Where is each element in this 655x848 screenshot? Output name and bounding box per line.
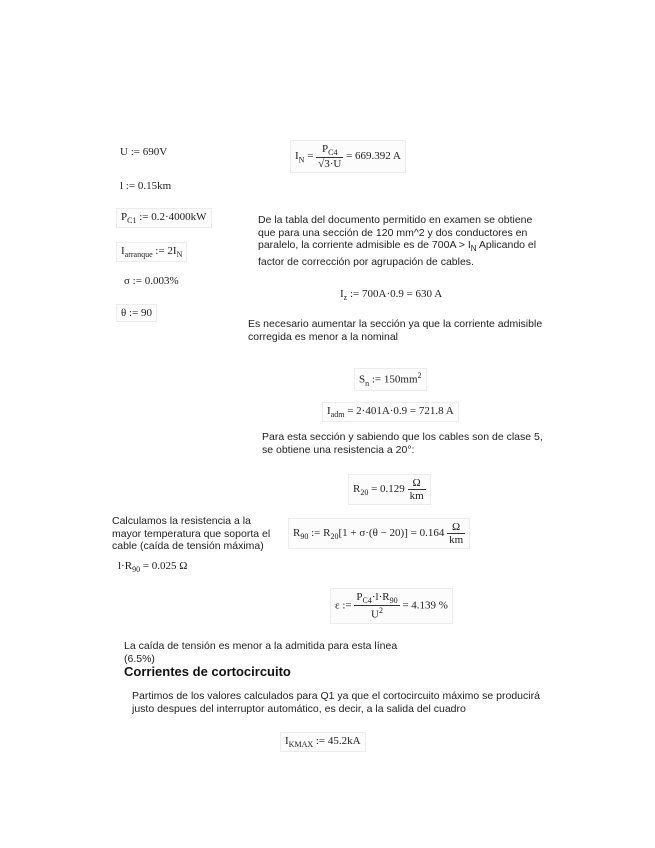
eps-num-a: P — [356, 591, 363, 603]
in-eq: = — [307, 150, 314, 163]
s-rest: := 150mm — [369, 373, 418, 386]
iadm-symbol: I — [327, 405, 331, 417]
ikmax-sub: KMAX — [288, 740, 314, 750]
iarr-rest: := 2I — [152, 245, 177, 257]
pc1-sub: C1 — [127, 216, 137, 226]
lr90-a: l·R — [118, 560, 133, 572]
in-num: P — [322, 143, 329, 155]
in-result: = 669.392 A — [346, 150, 401, 163]
in-num-sub: C4 — [328, 148, 338, 158]
var-theta: θ := 90 — [116, 304, 157, 322]
var-pc1 — [116, 208, 212, 228]
ikmax-rest: := 45.2kA — [313, 735, 361, 747]
r20-val: = 0.129 — [368, 483, 405, 496]
paragraph-temperatura: Calculamos la resistencia a la mayor temperatura que soporta el cable (caída de tensión máxima) — [112, 515, 271, 552]
paragraph-aumentar: Es necesario aumentar la sección ya que la corriente admisible corregida es menor a la nominal — [248, 318, 543, 343]
formula-in — [290, 140, 406, 173]
var-u: U := 690V — [120, 146, 168, 158]
in-lhs-sub: N — [298, 155, 305, 165]
r90-rest: [1 + σ·(θ − 20)] = 0.164 — [338, 527, 445, 540]
var-l: l := 0.15km — [120, 180, 172, 192]
s-sub: n — [365, 378, 370, 388]
r90-den: km — [449, 534, 464, 546]
formula-r90 — [288, 518, 470, 549]
r90-num: Ω — [447, 521, 465, 534]
text1-end: Aplicando el factor de corrección por agrupación de cables. — [258, 239, 537, 268]
r20-num: Ω — [408, 477, 426, 490]
r20-lhs-sub: 20 — [360, 488, 369, 498]
paragraph-tabla — [258, 214, 550, 268]
formula-r20 — [348, 474, 431, 505]
iarr-sub2: N — [176, 250, 183, 260]
iadm-sub: adm — [330, 410, 345, 420]
lr90-sub: 90 — [132, 565, 141, 575]
formula-iadm — [322, 402, 459, 422]
r20-den: km — [409, 490, 424, 502]
section-heading: Corrientes de cortocircuito — [124, 664, 291, 679]
in-lhs: I — [295, 150, 299, 163]
iarr-symbol: I — [121, 245, 125, 257]
eps-lhs: ε := — [335, 599, 352, 612]
iadm-rest: = 2·401A·0.9 = 721.8 A — [344, 405, 454, 417]
r20-unit-fraction — [408, 477, 426, 502]
r90-unit-fraction — [447, 521, 465, 546]
formula-s — [354, 368, 427, 391]
text1-sub: N — [470, 244, 477, 254]
r90-mid-sub: 20 — [330, 532, 339, 542]
formula-lr90 — [118, 560, 187, 574]
s-symbol: S — [359, 373, 366, 386]
r90-mid: := R — [308, 527, 331, 540]
text1-main: De la tabla del documento permitido en examen se obtiene que para una sección de 120 mm^2 y dos conductores en paralelo, la corriente admisible es de 700A > I — [258, 214, 533, 251]
eps-fraction — [354, 591, 399, 621]
caida-line2: (6.5%) — [124, 652, 155, 665]
eps-num-sub2: 90 — [389, 596, 398, 606]
in-den: √3·U — [318, 158, 342, 171]
iz-sub: z — [343, 293, 348, 303]
iz-symbol: I — [340, 288, 344, 300]
r20-lhs: R — [353, 483, 361, 496]
in-fraction — [316, 143, 343, 170]
ikmax-lhs: I — [285, 735, 289, 747]
eps-den: U — [371, 608, 379, 621]
paragraph-seccion: Para esta sección y sabiendo que los cables son de clase 5, se obtiene una resistencia a 20°: — [262, 431, 543, 456]
var-iarranque — [116, 242, 187, 262]
lr90-b: = 0.025 Ω — [140, 560, 188, 572]
eps-result: = 4.139 % — [402, 599, 448, 612]
formula-ikmax — [280, 732, 366, 752]
pc1-rest: := 0.2·4000kW — [136, 211, 207, 223]
s-sup: 2 — [417, 371, 422, 380]
r90-lhs: R — [293, 527, 301, 540]
formula-epsilon — [330, 588, 453, 624]
eps-num-sub: C4 — [362, 596, 372, 606]
paragraph-caida — [124, 640, 424, 665]
caida-line1: La caída de tensión es menor a la admitida para esta línea — [124, 640, 398, 652]
formula-iz — [340, 288, 442, 302]
eps-num-b: ·l·R — [371, 591, 390, 603]
pc1-symbol: P — [121, 211, 128, 223]
iarr-sub: arranque — [124, 250, 153, 260]
r90-lhs-sub: 90 — [300, 532, 309, 542]
iz-rest: := 700A·0.9 = 630 A — [347, 288, 443, 300]
eps-den-sup: 2 — [378, 606, 383, 616]
var-sigma: σ := 0.003% — [124, 275, 179, 287]
paragraph-cortocircuito: Partimos de los valores calculados para Q1 ya que el cortocircuito máximo se producirá justo despues del interruptor automático, es decir, a la salida del cuadro — [132, 690, 540, 715]
